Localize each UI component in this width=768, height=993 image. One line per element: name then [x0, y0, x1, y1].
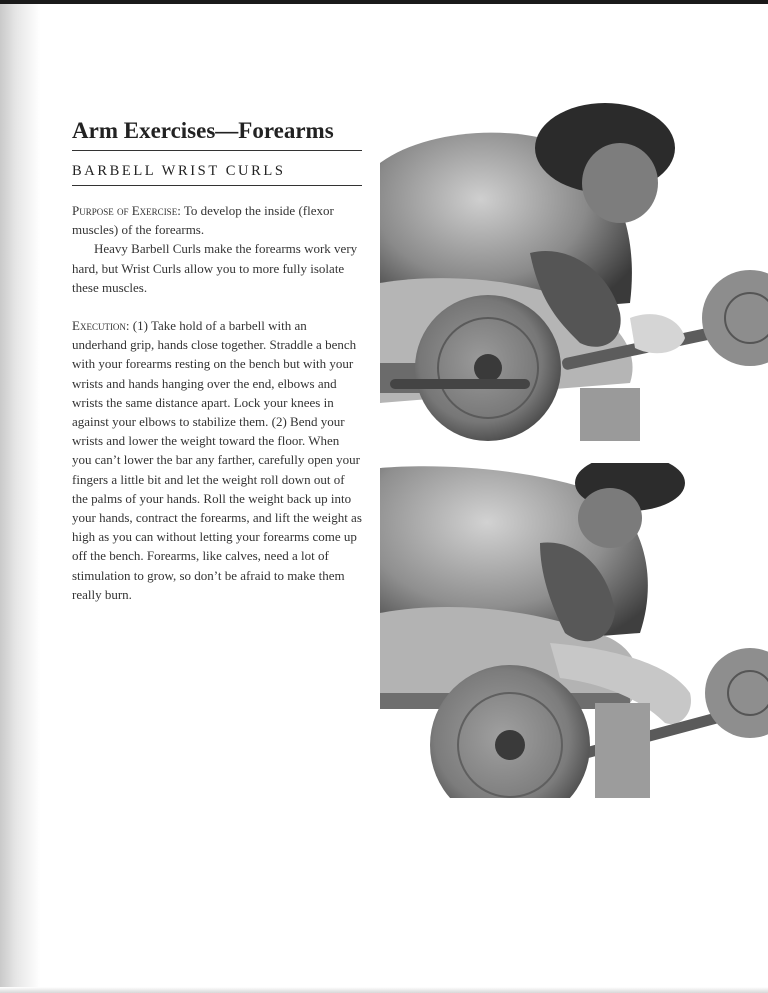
- purpose-lead: Purpose of Exercise:: [72, 203, 181, 218]
- execution-paragraph: [72, 316, 362, 604]
- exercise-title: BARBELL WRIST CURLS: [72, 163, 362, 186]
- execution-text: (1) Take hold of a barbell with an underhand grip, hands close together. Straddle a bench with your forearms resting on the bench but with your wrists and hands hanging over the end, elbows and wrists the same distance apart. Lock your knees in against your elbows to stabilize them. (2) Bend your wrists and lower the weight toward the floor. When you can’t lower the bar any farther, carefully open your fingers a little bit and let the weight roll down out of the palms of your hands. Roll the weight back up into your hands, contract the forearms, and lift the weight as high as you can without letting your forearms come up off the bench. Forearms, like calves, need a lot of stimulation to grow, so don’t be afraid to make them really burn.: [72, 318, 362, 602]
- photo-finish-position: [380, 463, 768, 798]
- top-edge: [0, 0, 768, 4]
- section-title: Arm Exercises—Forearms: [72, 118, 362, 151]
- purpose-note-paragraph: Heavy Barbell Curls make the forearms work very hard, but Wrist Curls allow you to more fully isolate these muscles.: [72, 241, 358, 295]
- page-spine-shadow: [0, 4, 40, 993]
- execution-lead: Execution:: [72, 318, 130, 334]
- photo-start-position: [380, 103, 768, 441]
- purpose-text: To develop the inside (flexor muscles) of the forearms.: [72, 203, 334, 238]
- text-column: [72, 118, 362, 604]
- purpose-paragraph: [72, 201, 362, 239]
- photo-start-illustration: [380, 103, 768, 441]
- page-bottom-shadow: [0, 987, 768, 993]
- photo-finish-illustration: [380, 463, 768, 798]
